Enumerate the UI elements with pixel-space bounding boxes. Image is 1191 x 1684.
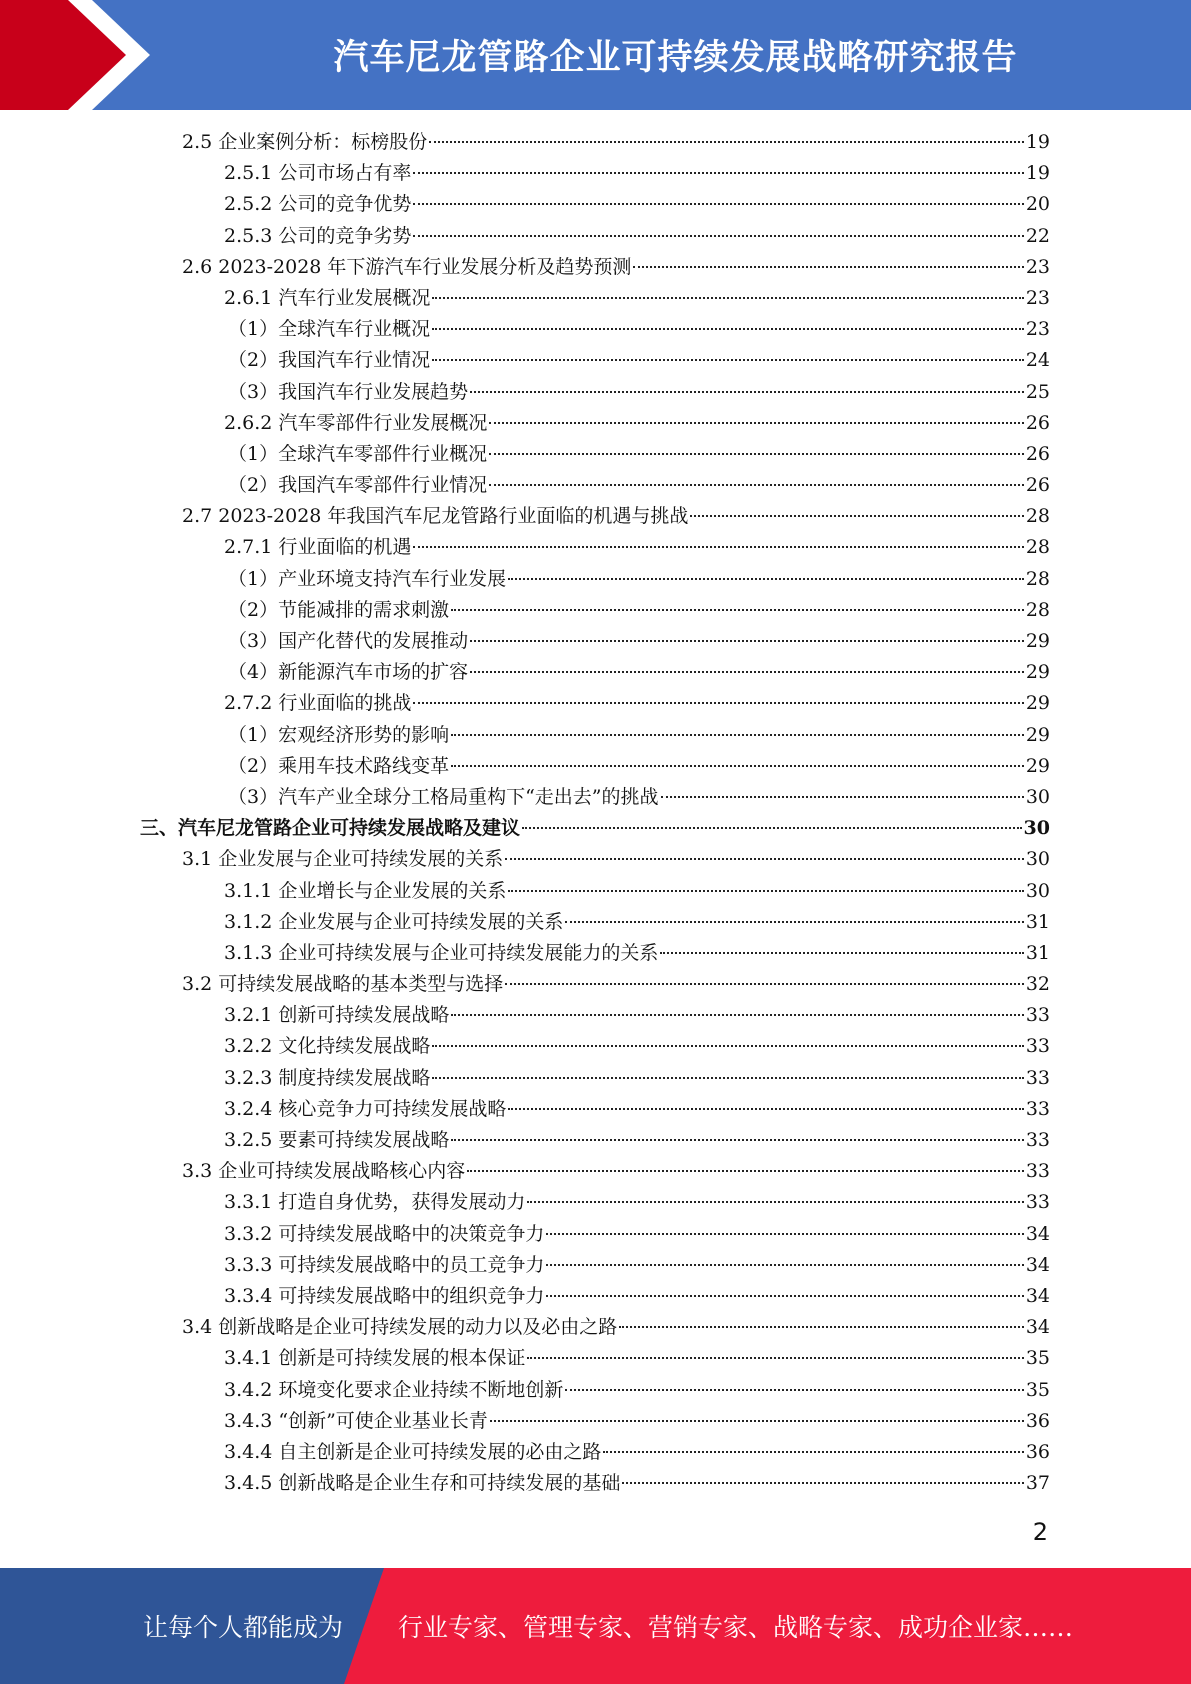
toc-entry-title: （4）新能源汽车市场的扩容: [228, 661, 469, 684]
toc-entry[interactable]: [140, 969, 1050, 1000]
toc-entry-title: 3.2.4 核心竞争力可持续发展战略: [224, 1097, 507, 1120]
dot-leader: [633, 265, 1023, 268]
dot-leader: [451, 1138, 1023, 1141]
header-band: [0, 0, 1191, 110]
toc-entry-page: 35: [1025, 1378, 1050, 1401]
toc-entry[interactable]: [140, 1063, 1050, 1094]
toc-entry-title: 3.2.3 制度持续发展战略: [224, 1066, 431, 1089]
toc-entry-title: 3.4.4 自主创新是企业可持续发展的必由之路: [224, 1440, 602, 1463]
toc-entry[interactable]: [140, 1406, 1050, 1437]
dot-leader: [505, 857, 1024, 860]
toc-entry-title: （1）全球汽车零部件行业概况: [228, 442, 488, 465]
footer-slogan-right: 行业专家、管理专家、营销专家、战略专家、成功企业家……: [398, 1613, 1074, 1642]
toc-entry[interactable]: [140, 595, 1050, 626]
toc-entry-page: 28: [1025, 505, 1050, 528]
dot-leader: [432, 1076, 1023, 1079]
dot-leader: [546, 1263, 1023, 1266]
toc-entry-title: （2）我国汽车零部件行业情况: [228, 474, 488, 497]
toc-entry[interactable]: [140, 564, 1050, 595]
toc-entry-page: 31: [1025, 910, 1050, 933]
toc-entry-title: 2.6 2023-2028 年下游汽车行业发展分析及趋势预测: [182, 255, 632, 278]
dot-leader: [603, 1450, 1023, 1453]
dot-leader: [451, 733, 1024, 736]
dot-leader: [470, 390, 1024, 393]
toc-entry[interactable]: [140, 252, 1050, 283]
header-chevron: [0, 0, 170, 110]
toc-entry-page: 31: [1025, 941, 1050, 964]
toc-entry-title: 3.3.4 可持续发展战略中的组织竞争力: [224, 1284, 545, 1307]
dot-leader: [432, 327, 1024, 330]
toc-entry-page: 28: [1025, 598, 1050, 621]
toc-entry-title: 3.1.1 企业增长与企业发展的关系: [224, 879, 507, 902]
toc-entry-page: 33: [1025, 1097, 1050, 1120]
toc-entry[interactable]: [140, 470, 1050, 501]
toc-entry-title: 3.1.3 企业可持续发展与企业可持续发展能力的关系: [224, 941, 659, 964]
toc-entry-page: 22: [1025, 224, 1050, 247]
toc-entry-page: 19: [1025, 162, 1050, 185]
dot-leader: [489, 483, 1024, 486]
dot-leader: [565, 1388, 1023, 1391]
toc-entry-page: 34: [1025, 1316, 1050, 1339]
toc-entry-title: 2.5.3 公司的竞争劣势: [224, 224, 412, 247]
toc-entry-title: （3）汽车产业全球分工格局重构下“走出去”的挑战: [228, 785, 659, 808]
toc-entry-page: 26: [1025, 474, 1050, 497]
toc-entry-page: 29: [1025, 630, 1050, 652]
toc-entry[interactable]: [140, 158, 1050, 189]
dot-leader: [413, 545, 1023, 548]
toc-entry-title: （3）我国汽车行业发展趋势: [228, 380, 469, 403]
toc-entry[interactable]: [140, 314, 1050, 345]
dot-leader: [508, 889, 1023, 892]
toc-entry[interactable]: [140, 1312, 1050, 1343]
toc-entry-page: 33: [1025, 1004, 1050, 1027]
toc-entry-title: 3.3.2 可持续发展战略中的决策竞争力: [224, 1222, 545, 1245]
toc-entry-title: 3.3.3 可持续发展战略中的员工竞争力: [224, 1253, 545, 1276]
dot-leader: [622, 1481, 1023, 1484]
toc-entry[interactable]: [140, 626, 1050, 657]
toc-entry[interactable]: [140, 720, 1050, 751]
toc-entry-page: 32: [1025, 973, 1050, 996]
dot-leader: [505, 982, 1024, 985]
toc-entry[interactable]: [140, 1031, 1050, 1062]
toc-entry-title: 三、汽车尼龙管路企业可持续发展战略及建议: [140, 817, 521, 840]
toc-entry-page: 37: [1025, 1472, 1050, 1495]
dot-leader: [522, 826, 1022, 829]
dot-leader: [546, 1294, 1023, 1297]
toc-entry[interactable]: [140, 1375, 1050, 1406]
dot-leader: [527, 1200, 1023, 1203]
toc-entry-title: 3.2 可持续发展战略的基本类型与选择: [182, 973, 504, 996]
toc-entry[interactable]: [140, 813, 1050, 844]
toc-entry-page: 23: [1025, 255, 1050, 278]
dot-leader: [429, 140, 1024, 143]
toc-entry-page: 33: [1025, 1191, 1050, 1214]
toc-entry-page: 28: [1025, 536, 1050, 559]
dot-leader: [470, 670, 1024, 673]
toc-entry-page: 29: [1025, 692, 1050, 715]
toc-entry-page: 33: [1025, 1129, 1050, 1151]
toc-entry-page: 30: [1025, 879, 1050, 902]
toc-entry-title: 2.5 企业案例分析：标榜股份: [182, 131, 428, 153]
toc-entry[interactable]: [140, 283, 1050, 314]
toc-entry-page: 29: [1025, 661, 1050, 684]
toc-entry-title: 2.6.2 汽车零部件行业发展概况: [224, 411, 488, 434]
toc-entry[interactable]: [140, 844, 1050, 875]
toc-entry-page: 20: [1025, 193, 1050, 216]
toc-entry[interactable]: [140, 1125, 1050, 1156]
toc-entry[interactable]: [140, 1437, 1050, 1468]
toc-entry[interactable]: [140, 1468, 1050, 1499]
toc-entry-title: （2）节能减排的需求刺激: [228, 598, 450, 621]
dot-leader: [413, 202, 1023, 205]
dot-leader: [451, 1013, 1023, 1016]
toc-entry-page: 34: [1025, 1284, 1050, 1307]
page-number: 2: [1032, 1518, 1048, 1546]
toc-entry-title: 3.4.1 创新是可持续发展的根本保证: [224, 1347, 526, 1370]
toc-entry-title: 2.7.2 行业面临的挑战: [224, 692, 412, 715]
toc-entry-title: 3.2.2 文化持续发展战略: [224, 1035, 431, 1058]
toc-entry[interactable]: [140, 127, 1050, 158]
toc-entry[interactable]: [140, 408, 1050, 439]
toc-entry-title: （1）全球汽车行业概况: [228, 318, 431, 341]
dot-leader: [619, 1325, 1024, 1328]
toc-entry-page: 29: [1025, 754, 1050, 777]
dot-leader: [527, 1356, 1023, 1359]
dot-leader: [489, 452, 1024, 455]
toc-entry-page: 36: [1025, 1440, 1050, 1463]
toc-entry-page: 36: [1025, 1409, 1050, 1432]
toc-entry-page: 33: [1025, 1035, 1050, 1058]
toc-entry-title: 3.4.5 创新战略是企业生存和可持续发展的基础: [224, 1472, 621, 1495]
dot-leader: [546, 1232, 1023, 1235]
toc-entry-page: 34: [1025, 1222, 1050, 1245]
toc-entry-page: 26: [1025, 442, 1050, 465]
toc-entry-title: 3.2.1 创新可持续发展战略: [224, 1004, 450, 1027]
toc-entry-title: 3.4.3 “创新”可使企业基业长青: [224, 1409, 488, 1432]
dot-leader: [432, 296, 1023, 299]
toc-entry-title: 3.3 企业可持续发展战略核心内容: [182, 1160, 466, 1183]
toc-entry[interactable]: [140, 189, 1050, 220]
toc-entry-page: 25: [1025, 380, 1050, 403]
toc-entry[interactable]: [140, 345, 1050, 376]
toc-entry[interactable]: [140, 1219, 1050, 1250]
dot-leader: [413, 701, 1023, 704]
toc-entry[interactable]: [140, 377, 1050, 408]
toc-entry-title: （1）产业环境支持汽车行业发展: [228, 567, 507, 590]
toc-entry[interactable]: [140, 876, 1050, 907]
dot-leader: [508, 577, 1024, 580]
toc-entry-title: 3.4.2 环境变化要求企业持续不断地创新: [224, 1378, 564, 1401]
toc-entry-page: 29: [1025, 723, 1050, 746]
toc-entry-page: 19: [1025, 131, 1050, 153]
table-of-contents: [140, 127, 1050, 1499]
toc-entry-page: 28: [1025, 567, 1050, 590]
toc-entry-page: 26: [1025, 411, 1050, 434]
toc-entry-page: 23: [1025, 286, 1050, 309]
dot-leader: [690, 514, 1023, 517]
toc-entry[interactable]: [140, 657, 1050, 688]
dot-leader: [508, 1107, 1023, 1110]
dot-leader: [490, 1419, 1024, 1422]
dot-leader: [413, 234, 1023, 237]
toc-entry[interactable]: [140, 938, 1050, 969]
toc-entry-title: （1）宏观经济形势的影响: [228, 723, 450, 746]
toc-entry-title: （2）我国汽车行业情况: [228, 349, 431, 372]
report-title: 汽车尼龙管路企业可持续发展战略研究报告: [333, 38, 1018, 78]
dot-leader: [451, 764, 1024, 767]
toc-entry-page: 33: [1025, 1160, 1050, 1183]
toc-entry-title: 2.5.2 公司的竞争优势: [224, 193, 412, 216]
toc-entry[interactable]: [140, 688, 1050, 719]
toc-entry-title: 3.1.2 企业发展与企业可持续发展的关系: [224, 910, 564, 933]
toc-entry-page: 24: [1025, 349, 1050, 372]
footer-band: [0, 1568, 1191, 1684]
toc-entry[interactable]: [140, 532, 1050, 563]
dot-leader: [432, 358, 1024, 361]
toc-entry-page: 30: [1025, 848, 1050, 871]
dot-leader: [413, 171, 1023, 174]
toc-entry[interactable]: [140, 1094, 1050, 1125]
toc-entry-title: （3）国产化替代的发展推动: [228, 630, 469, 652]
toc-entry-title: 2.5.1 公司市场占有率: [224, 162, 412, 185]
toc-entry-page: 34: [1025, 1253, 1050, 1276]
footer-slogan-left: 让每个人都能成为: [143, 1613, 344, 1642]
toc-entry-page: 30: [1023, 817, 1050, 840]
toc-entry[interactable]: [140, 221, 1050, 252]
toc-entry-title: 2.6.1 汽车行业发展概况: [224, 286, 431, 309]
dot-leader: [467, 1169, 1024, 1172]
toc-entry-title: 3.2.5 要素可持续发展战略: [224, 1129, 450, 1151]
toc-entry[interactable]: [140, 907, 1050, 938]
toc-entry-title: 3.4 创新战略是企业可持续发展的动力以及必由之路: [182, 1316, 618, 1339]
toc-entry-page: 33: [1025, 1066, 1050, 1089]
toc-entry[interactable]: [140, 1000, 1050, 1031]
toc-entry[interactable]: [140, 1281, 1050, 1312]
toc-entry-page: 23: [1025, 318, 1050, 341]
toc-entry[interactable]: [140, 439, 1050, 470]
toc-entry[interactable]: [140, 1343, 1050, 1374]
toc-entry[interactable]: [140, 1156, 1050, 1187]
toc-entry[interactable]: [140, 1250, 1050, 1281]
toc-entry-title: 2.7 2023-2028 年我国汽车尼龙管路行业面临的机遇与挑战: [182, 505, 689, 528]
dot-leader: [432, 1044, 1023, 1047]
toc-entry[interactable]: [140, 751, 1050, 782]
toc-entry[interactable]: [140, 501, 1050, 532]
dot-leader: [470, 639, 1024, 642]
dot-leader: [451, 608, 1024, 611]
toc-entry-title: （2）乘用车技术路线变革: [228, 754, 450, 777]
toc-entry-title: 2.7.1 行业面临的机遇: [224, 536, 412, 559]
toc-entry-page: 35: [1025, 1347, 1050, 1370]
toc-entry[interactable]: [140, 782, 1050, 813]
toc-entry-page: 30: [1025, 785, 1050, 808]
toc-entry-title: 3.3.1 打造自身优势，获得发展动力: [224, 1191, 526, 1214]
toc-entry[interactable]: [140, 1187, 1050, 1218]
dot-leader: [661, 795, 1024, 798]
dot-leader: [565, 920, 1023, 923]
toc-entry-title: 3.1 企业发展与企业可持续发展的关系: [182, 848, 504, 871]
dot-leader: [489, 421, 1023, 424]
dot-leader: [660, 951, 1023, 954]
